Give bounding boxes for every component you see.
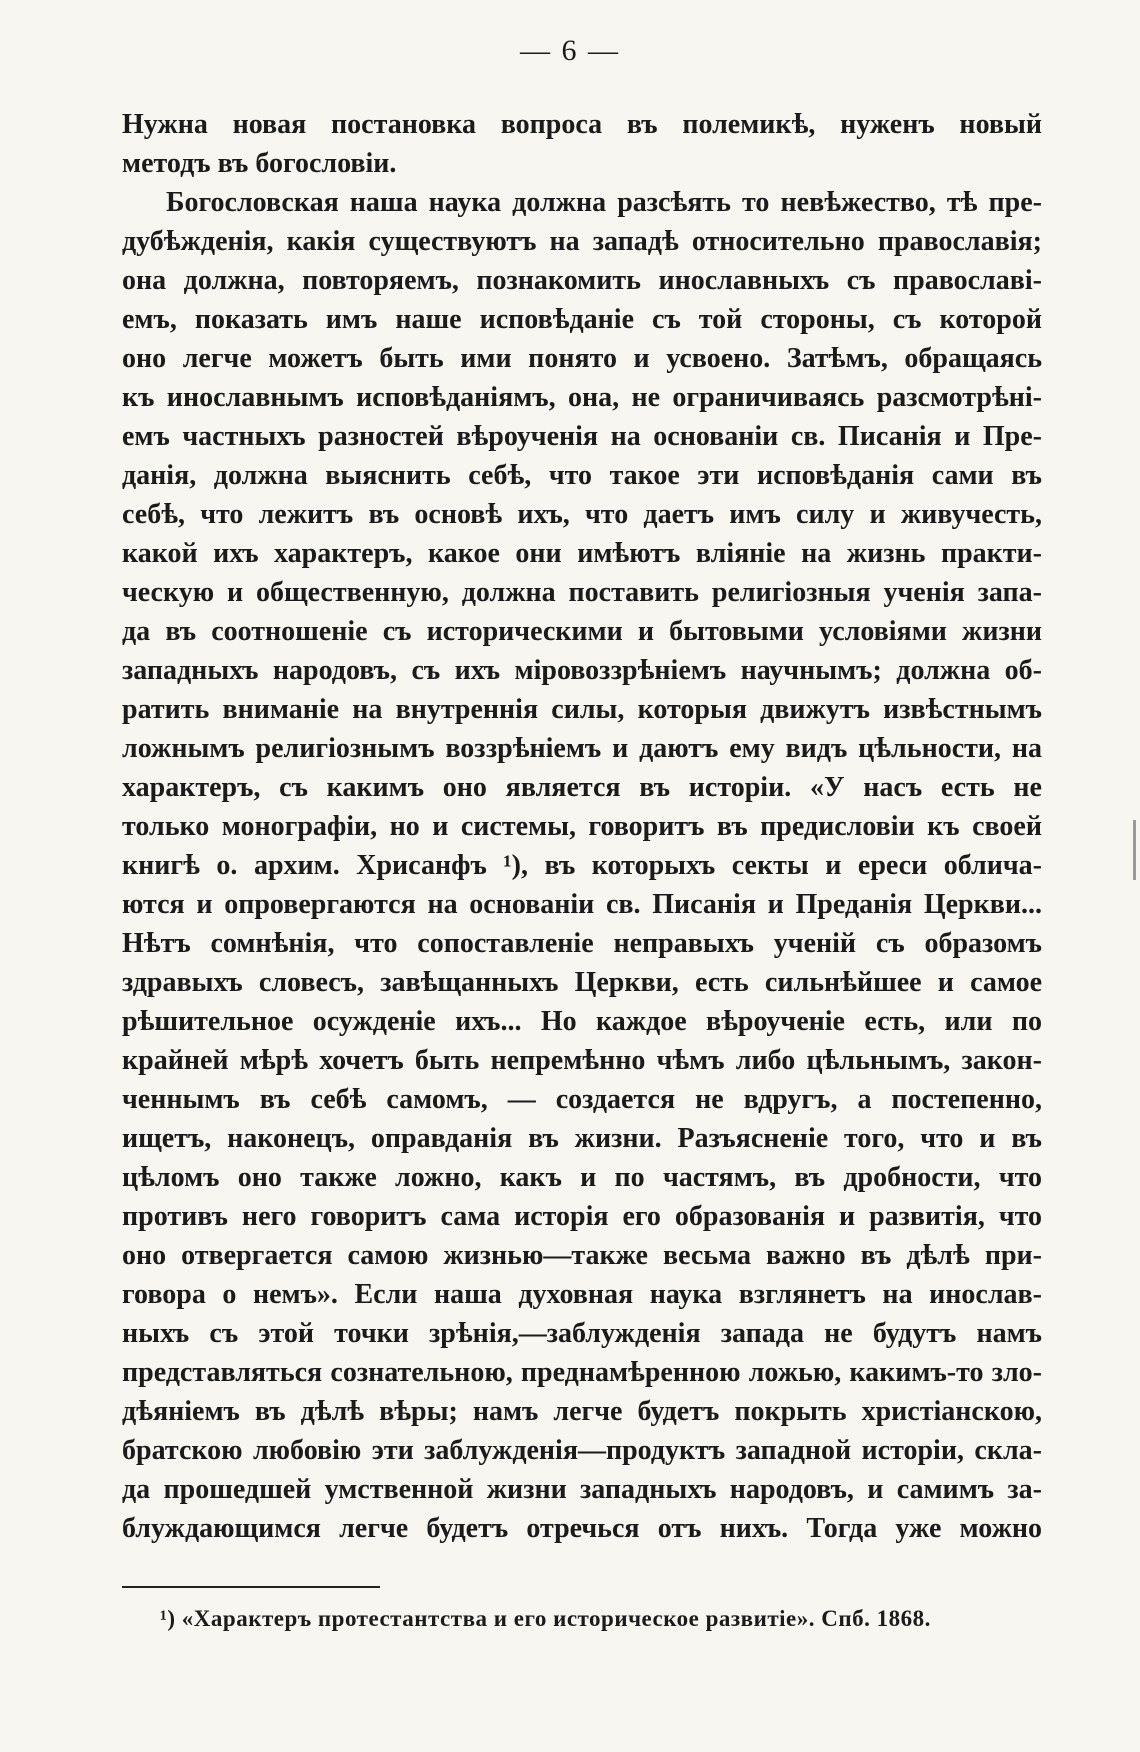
text-line: какой ихъ характеръ, какое они имѣютъ вліяніе на жизнь практи- <box>122 538 1042 569</box>
page-number: — 6 — <box>520 34 620 67</box>
text-line: только монографіи, но и системы, говоритъ въ предисловіи къ своей <box>122 811 1042 842</box>
text-line: братскою любовію эти заблужденія—продуктъ западной исторіи, скла- <box>122 1435 1042 1466</box>
text-line: блуждающимся легче будетъ отречься отъ нихъ. Тогда уже можно <box>122 1513 1042 1544</box>
text-line: ческую и общественную, должна поставить религіозныя ученія запа- <box>122 577 1042 608</box>
text-line: здравыхъ словесъ, завѣщанныхъ Церкви, есть сильнѣйшее и самое <box>122 967 1042 998</box>
text-line: ищетъ, наконецъ, оправданія въ жизни. Разъясненіе того, что и въ <box>122 1123 1042 1154</box>
text-line: дѣяніемъ въ дѣлѣ вѣры; намъ легче будетъ покрыть христіанскою, <box>122 1396 1042 1427</box>
text-line: емъ, показать имъ наше исповѣданіе съ той стороны, съ которой <box>122 304 1042 335</box>
text-line: да прошедшей умственной жизни западныхъ народовъ, и самимъ за- <box>122 1474 1042 1505</box>
text-line: ложнымъ религіознымъ воззрѣніемъ и даютъ ему видъ цѣльности, на <box>122 733 1042 764</box>
text-line: къ инославнымъ исповѣданіямъ, она, не ограничиваясь разсмотрѣні- <box>122 382 1042 413</box>
text-line: Нѣтъ сомнѣнія, что сопоставленіе неправыхъ ученій съ образомъ <box>122 928 1042 959</box>
text-line: она должна, повторяемъ, познакомить инославныхъ съ православі- <box>122 265 1042 296</box>
text-line: оно легче можетъ быть ими понято и усвоено. Затѣмъ, обращаясь <box>122 343 1042 374</box>
text-line: книгѣ о. архим. Хрисанфъ ¹), въ которыхъ секты и ереси облича- <box>122 850 1042 881</box>
text-line: говора о немъ». Если наша духовная наука взглянетъ на инослав- <box>122 1279 1042 1310</box>
text-line: представляться сознательною, преднамѣренною ложью, какимъ-то зло- <box>122 1357 1042 1388</box>
text-line: ченнымъ въ себѣ самомъ, — создается не вдругъ, а постепенно, <box>122 1084 1042 1115</box>
text-line: ратить вниманіе на внутреннія силы, которыя движутъ извѣстнымъ <box>122 694 1042 725</box>
body-text <box>122 105 1042 1548</box>
text-line: себѣ, что лежитъ въ основѣ ихъ, что даетъ имъ силу и живучесть, <box>122 499 1042 530</box>
text-line: оно отвергается самою жизнью—также весьма важно въ дѣлѣ при- <box>122 1240 1042 1271</box>
footnote: ¹) «Характеръ протестантства и его историческое развитіе». Спб. 1868. <box>160 1606 931 1631</box>
text-line: ныхъ съ этой точки зрѣнія,—заблужденія запада не будутъ намъ <box>122 1318 1042 1349</box>
text-line: дубѣжденія, какія существуютъ на западѣ относительно православія; <box>122 226 1042 257</box>
text-line: противъ него говоритъ сама исторія его образованія и развитія, что <box>122 1201 1042 1232</box>
text-line: Нужна новая постановка вопроса въ полемикѣ, нуженъ новый <box>122 109 1042 140</box>
text-line: да въ соотношеніе съ историческими и бытовыми условіями жизни <box>122 616 1042 647</box>
text-line: данія, должна выяснить себѣ, что такое эти исповѣданія сами въ <box>122 460 1042 491</box>
text-line: характеръ, съ какимъ оно является въ исторіи. «У насъ есть не <box>122 772 1042 803</box>
text-line: рѣшительное осужденіе ихъ... Но каждое вѣроученіе есть, или по <box>122 1006 1042 1037</box>
text-line: емъ частныхъ разностей вѣроученія на основаніи св. Писанія и Пре- <box>122 421 1042 452</box>
text-line: ются и опровергаются на основаніи св. Писанія и Преданія Церкви... <box>122 889 1042 920</box>
text-line: крайней мѣрѣ хочетъ быть непремѣнно чѣмъ либо цѣльнымъ, закон- <box>122 1045 1042 1076</box>
text-line: цѣломъ оно также ложно, какъ и по частямъ, въ дробности, что <box>122 1162 1042 1193</box>
text-line: Богословская наша наука должна разсѣять то невѣжество, тѣ пре- <box>166 187 1042 218</box>
text-line: западныхъ народовъ, съ ихъ міровоззрѣніемъ научнымъ; должна об- <box>122 655 1042 686</box>
text-line: методъ въ богословіи. <box>122 148 397 179</box>
scan-edge-mark <box>1133 820 1136 880</box>
footnote-divider <box>122 1586 380 1588</box>
